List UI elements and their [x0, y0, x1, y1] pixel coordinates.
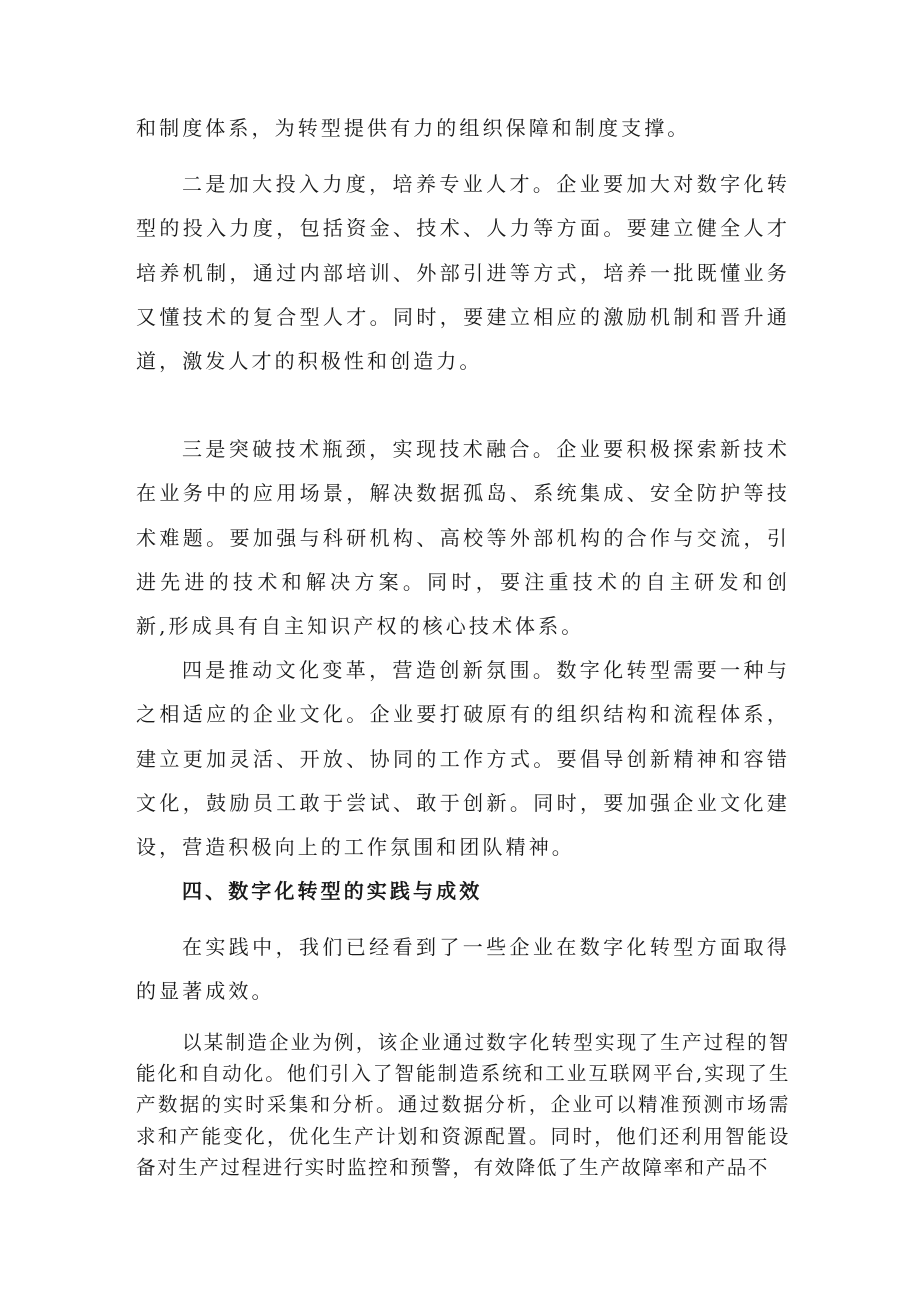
paragraph-culture: 四是推动文化变革，营造创新氛围。数字化转型需要一种与之相适应的企业文化。企业要打破原有的组织结构和流程体系，建立更加灵活、开放、协同的工作方式。要倡导创新精神和容错文化，鼓励员工敢于尝试、敢于创新。同时，要加强企业文化建设，营造积极向上的工作氛围和团队精神。 [136, 658, 790, 860]
section-heading: 四、数字化转型的实践与成效 [182, 879, 483, 903]
paragraph-technology: 三是突破技术瓶颈，实现技术融合。企业要积极探索新技术在业务中的应用场景，解决数据孤岛、系统集成、安全防护等技术难题。要加强与科研机构、高校等外部机构的合作与交流，引进先进的技术和解决方案。同时，要注重技术的自主研发和创新,形成具有自主知识产权的核心技术体系。 [136, 437, 790, 639]
paragraph-continuation: 和制度体系，为转型提供有力的组织保障和制度支撑。 [136, 116, 691, 140]
paragraph-intro: 在实践中，我们已经看到了一些企业在数字化转型方面取得的显著成效。 [136, 935, 790, 1004]
paragraph-talent: 二是加大投入力度，培养专业人才。企业要加大对数字化转型的投入力度，包括资金、技术、人力等方面。要建立健全人才培养机制，通过内部培训、外部引进等方式，培养一批既懂业务又懂技术的复合型人才。同时，要建立相应的激励机制和晋升通道，激发人才的积极性和创造力。 [136, 172, 790, 374]
paragraph-case-study: 以某制造企业为例，该企业通过数字化转型实现了生产过程的智能化和自动化。他们引入了智能制造系统和工业互联网平台,实现了生产数据的实时采集和分析。通过数据分析，企业可以精准预测市场需求和产能变化，优化生产计划和资源配置。同时，他们还利用智能设备对生产过程进行实时监控和预警，有效降低了生产故障率和产品不 [136, 1031, 790, 1179]
